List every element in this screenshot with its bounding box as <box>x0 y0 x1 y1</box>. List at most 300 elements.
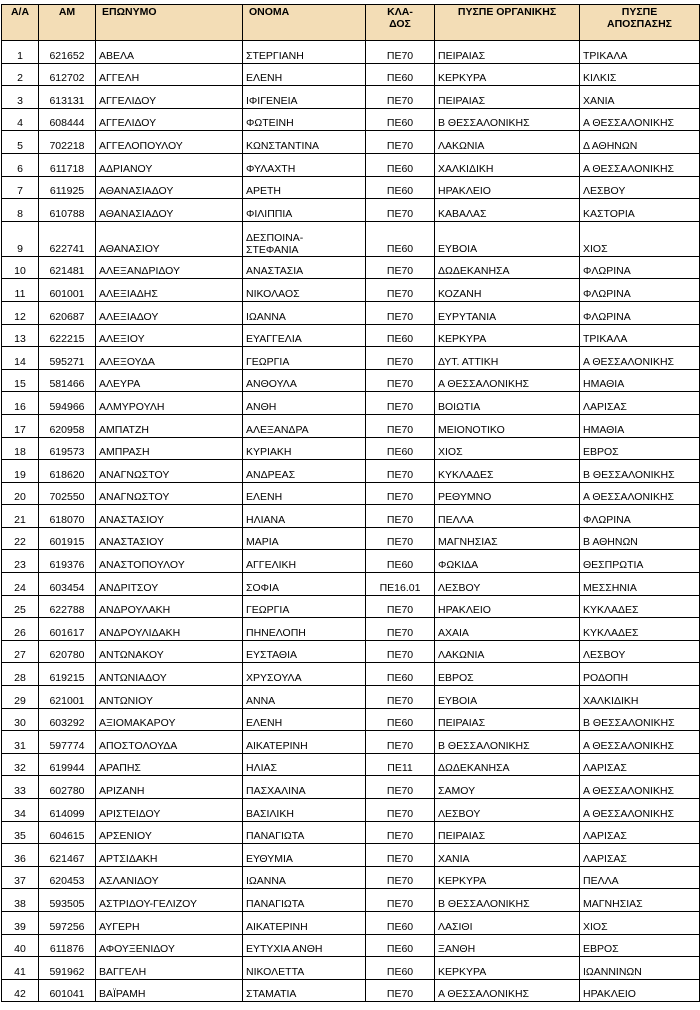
cell-klados: ΠΕ70 <box>366 527 435 550</box>
cell-aa: 42 <box>2 979 39 1002</box>
cell-pyspe-apo: Α ΘΕΣΣΑΛΟΝΙΚΗΣ <box>580 153 700 176</box>
cell-pyspe-org: ΠΕΙΡΑΙΑΣ <box>435 41 580 64</box>
cell-pyspe-org: ΚΟΖΑΝΗ <box>435 279 580 302</box>
cell-surname: ΑΛΜΥΡΟΥΛΗ <box>96 392 243 415</box>
cell-aa: 3 <box>2 86 39 109</box>
table-row <box>2 844 700 867</box>
cell-name: ΠΑΝΑΓΙΩΤΑ <box>243 889 366 912</box>
cell-name: ΑΝΑΣΤΑΣΙΑ <box>243 256 366 279</box>
cell-pyspe-apo: Α ΘΕΣΣΑΛΟΝΙΚΗΣ <box>580 731 700 754</box>
cell-pyspe-org: ΠΕΛΛΑ <box>435 505 580 528</box>
cell-pyspe-apo: Δ ΑΘΗΝΩΝ <box>580 131 700 154</box>
table-row <box>2 618 700 641</box>
cell-surname: ΑΒΕΛΑ <box>96 41 243 64</box>
cell-klados: ΠΕ70 <box>366 731 435 754</box>
cell-pyspe-apo: ΤΡΙΚΑΛΑ <box>580 41 700 64</box>
header-name: ΟΝΟΜΑ <box>243 5 366 41</box>
cell-am: 619376 <box>39 550 96 573</box>
table-row <box>2 221 700 256</box>
cell-name: ΑΓΓΕΛΙΚΗ <box>243 550 366 573</box>
cell-surname: ΑΘΑΝΑΣΙΑΔΟΥ <box>96 199 243 222</box>
cell-pyspe-apo: ΛΕΣΒΟΥ <box>580 176 700 199</box>
cell-pyspe-apo: Α ΘΕΣΣΑΛΟΝΙΚΗΣ <box>580 482 700 505</box>
cell-name: ΣΤΑΜΑΤΙΑ <box>243 979 366 1002</box>
cell-klados: ΠΕ11 <box>366 753 435 776</box>
cell-klados: ΠΕ70 <box>366 347 435 370</box>
cell-am: 622215 <box>39 324 96 347</box>
cell-aa: 21 <box>2 505 39 528</box>
header-surname: ΕΠΩΝΥΜΟ <box>96 5 243 41</box>
cell-pyspe-org: ΣΑΜΟΥ <box>435 776 580 799</box>
table-row <box>2 776 700 799</box>
cell-aa: 12 <box>2 301 39 324</box>
cell-name: ΚΩΝΣΤΑΝΤΙΝΑ <box>243 131 366 154</box>
cell-am: 608444 <box>39 108 96 131</box>
cell-klados: ΠΕ70 <box>366 279 435 302</box>
cell-pyspe-apo: Α ΘΕΣΣΑΛΟΝΙΚΗΣ <box>580 799 700 822</box>
table-row <box>2 821 700 844</box>
cell-pyspe-org: ΠΕΙΡΑΙΑΣ <box>435 821 580 844</box>
cell-pyspe-apo: Β ΘΕΣΣΑΛΟΝΙΚΗΣ <box>580 460 700 483</box>
cell-surname: ΒΑΓΓΕΛΗ <box>96 957 243 980</box>
cell-surname: ΑΛΕΞΙΑΔΗΣ <box>96 279 243 302</box>
cell-name: ΣΟΦΙΑ <box>243 573 366 596</box>
cell-pyspe-org: ΛΑΚΩΝΙΑ <box>435 131 580 154</box>
cell-pyspe-apo: ΗΜΑΘΙΑ <box>580 414 700 437</box>
cell-name: ΓΕΩΡΓΙΑ <box>243 347 366 370</box>
cell-aa: 5 <box>2 131 39 154</box>
cell-am: 593505 <box>39 889 96 912</box>
cell-surname: ΑΛΕΞΟΥΔΑ <box>96 347 243 370</box>
table-row <box>2 153 700 176</box>
cell-pyspe-apo: ΕΒΡΟΣ <box>580 934 700 957</box>
cell-am: 621481 <box>39 256 96 279</box>
table-row <box>2 573 700 596</box>
table-row <box>2 663 700 686</box>
cell-surname: ΑΥΓΕΡΗ <box>96 911 243 934</box>
cell-pyspe-org: ΜΑΓΝΗΣΙΑΣ <box>435 527 580 550</box>
cell-klados: ΠΕ70 <box>366 686 435 709</box>
cell-surname: ΑΔΡΙΑΝΟΥ <box>96 153 243 176</box>
cell-aa: 17 <box>2 414 39 437</box>
cell-name: ΑΛΕΞΑΝΔΡΑ <box>243 414 366 437</box>
cell-pyspe-org: ΕΥΒΟΙΑ <box>435 221 580 256</box>
cell-am: 611925 <box>39 176 96 199</box>
cell-name: ΒΑΣΙΛΙΚΗ <box>243 799 366 822</box>
cell-aa: 32 <box>2 753 39 776</box>
table-row <box>2 460 700 483</box>
cell-klados: ΠΕ70 <box>366 595 435 618</box>
cell-name: ΙΦΙΓΕΝΕΙΑ <box>243 86 366 109</box>
cell-aa: 16 <box>2 392 39 415</box>
cell-surname: ΑΝΑΣΤΑΣΙΟΥ <box>96 505 243 528</box>
cell-klados: ΠΕ70 <box>366 640 435 663</box>
cell-aa: 6 <box>2 153 39 176</box>
cell-aa: 19 <box>2 460 39 483</box>
cell-name: ΣΤΕΡΓΙΑΝΗ <box>243 41 366 64</box>
cell-pyspe-apo: ΚΑΣΤΟΡΙΑ <box>580 199 700 222</box>
cell-am: 614099 <box>39 799 96 822</box>
cell-surname: ΑΡΣΕΝΙΟΥ <box>96 821 243 844</box>
cell-pyspe-org: ΕΒΡΟΣ <box>435 663 580 686</box>
table-row <box>2 686 700 709</box>
cell-klados: ΠΕ60 <box>366 324 435 347</box>
cell-klados: ΠΕ70 <box>366 482 435 505</box>
cell-aa: 35 <box>2 821 39 844</box>
cell-pyspe-apo: ΗΡΑΚΛΕΙΟ <box>580 979 700 1002</box>
header-pyspe-apo-line1: ΠΥΣΠΕ <box>621 6 658 18</box>
cell-am: 604615 <box>39 821 96 844</box>
cell-klados: ΠΕ70 <box>366 301 435 324</box>
cell-pyspe-apo: ΦΛΩΡΙΝΑ <box>580 505 700 528</box>
cell-pyspe-org: ΚΑΒΑΛΑΣ <box>435 199 580 222</box>
cell-name: ΕΥΑΓΓΕΛΙΑ <box>243 324 366 347</box>
table-row <box>2 176 700 199</box>
cell-surname: ΑΛΕΞΑΝΔΡΙΔΟΥ <box>96 256 243 279</box>
cell-pyspe-org: ΡΕΘΥΜΝΟ <box>435 482 580 505</box>
header-klados <box>366 5 435 41</box>
cell-am: 602780 <box>39 776 96 799</box>
cell-surname: ΑΝΔΡΙΤΣΟΥ <box>96 573 243 596</box>
table-row <box>2 957 700 980</box>
cell-aa: 28 <box>2 663 39 686</box>
cell-klados: ΠΕ60 <box>366 221 435 256</box>
table-row <box>2 934 700 957</box>
table-row <box>2 369 700 392</box>
cell-name: ΠΑΝΑΓΙΩΤΑ <box>243 821 366 844</box>
cell-am: 620780 <box>39 640 96 663</box>
cell-klados: ΠΕ60 <box>366 708 435 731</box>
cell-pyspe-org: ΗΡΑΚΛΕΙΟ <box>435 595 580 618</box>
cell-surname: ΑΘΑΝΑΣΙΑΔΟΥ <box>96 176 243 199</box>
cell-pyspe-apo: Β ΑΘΗΝΩΝ <box>580 527 700 550</box>
cell-name: ΕΛΕΝΗ <box>243 482 366 505</box>
cell-am: 597256 <box>39 911 96 934</box>
table-row <box>2 505 700 528</box>
cell-am: 619573 <box>39 437 96 460</box>
table-row <box>2 414 700 437</box>
cell-pyspe-org: ΦΩΚΙΔΑ <box>435 550 580 573</box>
cell-am: 610788 <box>39 199 96 222</box>
cell-klados: ΠΕ70 <box>366 618 435 641</box>
cell-name: ΑΙΚΑΤΕΡΙΝΗ <box>243 731 366 754</box>
table-row <box>2 550 700 573</box>
cell-am: 611718 <box>39 153 96 176</box>
cell-pyspe-apo: Α ΘΕΣΣΑΛΟΝΙΚΗΣ <box>580 108 700 131</box>
table-body <box>2 41 700 1002</box>
cell-surname: ΑΝΔΡΟΥΛΙΔΑΚΗ <box>96 618 243 641</box>
header-klados-line2: ΔΟΣ <box>389 18 411 30</box>
cell-am: 603292 <box>39 708 96 731</box>
table-row <box>2 347 700 370</box>
cell-klados: ΠΕ60 <box>366 63 435 86</box>
cell-am: 618070 <box>39 505 96 528</box>
cell-pyspe-apo: ΕΒΡΟΣ <box>580 437 700 460</box>
cell-am: 702218 <box>39 131 96 154</box>
cell-pyspe-org: Β ΘΕΣΣΑΛΟΝΙΚΗΣ <box>435 889 580 912</box>
cell-name: ΗΛΙΑΣ <box>243 753 366 776</box>
cell-pyspe-org: ΜΕΙΟΝΟΤΙΚΟ <box>435 414 580 437</box>
cell-am: 621001 <box>39 686 96 709</box>
cell-klados: ΠΕ70 <box>366 776 435 799</box>
cell-aa: 14 <box>2 347 39 370</box>
cell-aa: 24 <box>2 573 39 596</box>
table-row <box>2 979 700 1002</box>
cell-name: ΑΝΘΗ <box>243 392 366 415</box>
cell-pyspe-org: ΔΩΔΕΚΑΝΗΣΑ <box>435 753 580 776</box>
cell-am: 581466 <box>39 369 96 392</box>
cell-surname: ΑΓΓΕΛΟΠΟΥΛΟΥ <box>96 131 243 154</box>
cell-pyspe-apo: ΦΛΩΡΙΝΑ <box>580 301 700 324</box>
cell-klados: ΠΕ60 <box>366 153 435 176</box>
cell-name: ΜΑΡΙΑ <box>243 527 366 550</box>
cell-surname: ΑΝΑΓΝΩΣΤΟΥ <box>96 460 243 483</box>
table-row <box>2 324 700 347</box>
cell-name: ΑΝΔΡΕΑΣ <box>243 460 366 483</box>
cell-am: 619944 <box>39 753 96 776</box>
header-am: ΑΜ <box>39 5 96 41</box>
table-row <box>2 911 700 934</box>
table-row <box>2 279 700 302</box>
cell-klados: ΠΕ70 <box>366 889 435 912</box>
cell-surname: ΑΝΤΩΝΙΑΔΟΥ <box>96 663 243 686</box>
table-row <box>2 63 700 86</box>
cell-pyspe-org: ΒΟΙΩΤΙΑ <box>435 392 580 415</box>
cell-name: ΦΥΛΑΧΤΗ <box>243 153 366 176</box>
cell-aa: 30 <box>2 708 39 731</box>
cell-pyspe-apo: ΧΑΛΚΙΔΙΚΗ <box>580 686 700 709</box>
cell-pyspe-apo: ΡΟΔΟΠΗ <box>580 663 700 686</box>
cell-pyspe-apo: ΜΕΣΣΗΝΙΑ <box>580 573 700 596</box>
cell-aa: 2 <box>2 63 39 86</box>
cell-klados: ΠΕ60 <box>366 934 435 957</box>
table-row <box>2 199 700 222</box>
cell-aa: 27 <box>2 640 39 663</box>
cell-surname: ΑΜΠΡΑΣΗ <box>96 437 243 460</box>
cell-pyspe-apo: ΤΡΙΚΑΛΑ <box>580 324 700 347</box>
cell-surname: ΑΝΑΣΤΟΠΟΥΛΟΥ <box>96 550 243 573</box>
cell-surname: ΑΜΠΑΤΖΗ <box>96 414 243 437</box>
cell-am: 591962 <box>39 957 96 980</box>
cell-am: 611876 <box>39 934 96 957</box>
cell-surname: ΑΛΕΞΙΟΥ <box>96 324 243 347</box>
cell-surname: ΑΡΤΣΙΔΑΚΗ <box>96 844 243 867</box>
cell-am: 613131 <box>39 86 96 109</box>
cell-surname: ΑΝΤΩΝΑΚΟΥ <box>96 640 243 663</box>
cell-name: ΝΙΚΟΛΕΤΤΑ <box>243 957 366 980</box>
header-row <box>2 5 700 41</box>
cell-aa: 18 <box>2 437 39 460</box>
cell-pyspe-org: ΚΕΡΚΥΡΑ <box>435 63 580 86</box>
table-row <box>2 301 700 324</box>
cell-pyspe-apo: Α ΘΕΣΣΑΛΟΝΙΚΗΣ <box>580 347 700 370</box>
cell-surname: ΑΣΛΑΝΙΔΟΥ <box>96 866 243 889</box>
table-row <box>2 108 700 131</box>
cell-pyspe-org: ΧΙΟΣ <box>435 437 580 460</box>
cell-aa: 29 <box>2 686 39 709</box>
cell-klados: ΠΕ60 <box>366 176 435 199</box>
cell-name: ΕΛΕΝΗ <box>243 63 366 86</box>
cell-surname: ΑΘΑΝΑΣΙΟΥ <box>96 221 243 256</box>
cell-name-text: ΔΕΣΠΟΙΝΑ- ΣΤΕΦΑΝΙΑ <box>246 231 304 256</box>
cell-am: 618620 <box>39 460 96 483</box>
cell-pyspe-apo: ΚΥΚΛΑΔΕΣ <box>580 618 700 641</box>
table-row <box>2 595 700 618</box>
cell-pyspe-apo: ΦΛΩΡΙΝΑ <box>580 279 700 302</box>
cell-aa: 10 <box>2 256 39 279</box>
cell-surname: ΑΓΓΕΛΙΔΟΥ <box>96 108 243 131</box>
cell-am: 621467 <box>39 844 96 867</box>
cell-name: ΕΛΕΝΗ <box>243 708 366 731</box>
cell-aa: 4 <box>2 108 39 131</box>
cell-name: ΝΙΚΟΛΑΟΣ <box>243 279 366 302</box>
cell-klados: ΠΕ60 <box>366 957 435 980</box>
cell-klados: ΠΕ70 <box>366 369 435 392</box>
cell-pyspe-org: ΔΩΔΕΚΑΝΗΣΑ <box>435 256 580 279</box>
cell-surname: ΑΡΑΠΗΣ <box>96 753 243 776</box>
cell-surname: ΑΝΑΓΝΩΣΤΟΥ <box>96 482 243 505</box>
cell-aa: 31 <box>2 731 39 754</box>
cell-klados: ΠΕ60 <box>366 663 435 686</box>
cell-klados: ΠΕ16.01 <box>366 573 435 596</box>
cell-pyspe-org: ΕΥΒΟΙΑ <box>435 686 580 709</box>
cell-surname: ΑΓΓΕΛΙΔΟΥ <box>96 86 243 109</box>
cell-name: ΠΑΣΧΑΛΙΝΑ <box>243 776 366 799</box>
cell-klados: ΠΕ70 <box>366 844 435 867</box>
cell-klados: ΠΕ70 <box>366 86 435 109</box>
table-row <box>2 392 700 415</box>
table-row <box>2 640 700 663</box>
cell-surname: ΑΝΑΣΤΑΣΙΟΥ <box>96 527 243 550</box>
cell-am: 595271 <box>39 347 96 370</box>
cell-aa: 11 <box>2 279 39 302</box>
cell-pyspe-org: ΛΑΣΙΘΙ <box>435 911 580 934</box>
cell-pyspe-apo: Α ΘΕΣΣΑΛΟΝΙΚΗΣ <box>580 776 700 799</box>
table-row <box>2 41 700 64</box>
cell-pyspe-org: ΚΥΚΛΑΔΕΣ <box>435 460 580 483</box>
header-pyspe-org: ΠΥΣΠΕ ΟΡΓΑΝΙΚΗΣ <box>435 5 580 41</box>
cell-name: ΦΩΤΕΙΝΗ <box>243 108 366 131</box>
cell-surname: ΑΡΙΣΤΕΙΔΟΥ <box>96 799 243 822</box>
cell-surname: ΑΦΟΥΞΕΝΙΔΟΥ <box>96 934 243 957</box>
cell-am: 601041 <box>39 979 96 1002</box>
cell-pyspe-org: ΔΥΤ. ΑΤΤΙΚΗ <box>435 347 580 370</box>
cell-surname: ΑΣΤΡΙΔΟΥ-ΓΕΛΙΖΟΥ <box>96 889 243 912</box>
cell-pyspe-apo: ΠΕΛΛΑ <box>580 866 700 889</box>
cell-name <box>243 221 366 256</box>
cell-am: 597774 <box>39 731 96 754</box>
cell-aa: 41 <box>2 957 39 980</box>
cell-pyspe-apo: ΧΑΝΙΑ <box>580 86 700 109</box>
cell-surname: ΑΛΕΞΙΑΔΟΥ <box>96 301 243 324</box>
cell-aa: 38 <box>2 889 39 912</box>
cell-am: 601915 <box>39 527 96 550</box>
cell-pyspe-org: Β ΘΕΣΣΑΛΟΝΙΚΗΣ <box>435 731 580 754</box>
cell-klados: ΠΕ70 <box>366 799 435 822</box>
cell-aa: 9 <box>2 221 39 256</box>
cell-aa: 13 <box>2 324 39 347</box>
cell-aa: 36 <box>2 844 39 867</box>
cell-am: 620958 <box>39 414 96 437</box>
cell-name: ΕΥΤΥΧΙΑ ΑΝΘΗ <box>243 934 366 957</box>
cell-pyspe-org: ΑΧΑΙΑ <box>435 618 580 641</box>
cell-am: 621652 <box>39 41 96 64</box>
cell-pyspe-org: ΧΑΛΚΙΔΙΚΗ <box>435 153 580 176</box>
cell-pyspe-org: ΚΕΡΚΥΡΑ <box>435 866 580 889</box>
cell-aa: 26 <box>2 618 39 641</box>
cell-am: 612702 <box>39 63 96 86</box>
cell-pyspe-apo: ΧΙΟΣ <box>580 911 700 934</box>
cell-pyspe-apo: ΜΑΓΝΗΣΙΑΣ <box>580 889 700 912</box>
table-row <box>2 731 700 754</box>
cell-name: ΑΝΘΟΥΛΑ <box>243 369 366 392</box>
table-row <box>2 889 700 912</box>
cell-pyspe-apo: ΘΕΣΠΡΩΤΙΑ <box>580 550 700 573</box>
cell-pyspe-apo: ΙΩΑΝΝΙΝΩΝ <box>580 957 700 980</box>
cell-klados: ΠΕ70 <box>366 460 435 483</box>
cell-aa: 23 <box>2 550 39 573</box>
cell-name: ΗΛΙΑΝΑ <box>243 505 366 528</box>
header-pyspe-apo-line2: ΑΠΟΣΠΑΣΗΣ <box>607 18 672 30</box>
cell-surname: ΒΑΪΡΑΜΗ <box>96 979 243 1002</box>
cell-klados: ΠΕ60 <box>366 911 435 934</box>
cell-pyspe-org: ΠΕΙΡΑΙΑΣ <box>435 708 580 731</box>
cell-pyspe-apo: Β ΘΕΣΣΑΛΟΝΙΚΗΣ <box>580 708 700 731</box>
cell-am: 601617 <box>39 618 96 641</box>
cell-pyspe-org: ΚΕΡΚΥΡΑ <box>435 957 580 980</box>
cell-am: 594966 <box>39 392 96 415</box>
cell-pyspe-apo: ΛΑΡΙΣΑΣ <box>580 392 700 415</box>
cell-name: ΑΡΕΤΗ <box>243 176 366 199</box>
cell-name: ΙΩΑΝΝΑ <box>243 866 366 889</box>
cell-pyspe-apo: ΗΜΑΘΙΑ <box>580 369 700 392</box>
cell-pyspe-apo: ΚΙΛΚΙΣ <box>580 63 700 86</box>
header-klados-line1: ΚΛΑ- <box>387 6 413 18</box>
table-row <box>2 708 700 731</box>
table-row <box>2 866 700 889</box>
cell-klados: ΠΕ70 <box>366 866 435 889</box>
cell-aa: 20 <box>2 482 39 505</box>
table-row <box>2 256 700 279</box>
cell-klados: ΠΕ70 <box>366 505 435 528</box>
cell-klados: ΠΕ70 <box>366 414 435 437</box>
cell-name: ΦΙΛΙΠΠΙΑ <box>243 199 366 222</box>
cell-klados: ΠΕ70 <box>366 256 435 279</box>
header-aa: Α/Α <box>2 5 39 41</box>
cell-surname: ΑΝΔΡΟΥΛΑΚΗ <box>96 595 243 618</box>
cell-pyspe-apo: ΧΙΟΣ <box>580 221 700 256</box>
cell-name: ΧΡΥΣΟΥΛΑ <box>243 663 366 686</box>
cell-aa: 7 <box>2 176 39 199</box>
cell-pyspe-org: ΗΡΑΚΛΕΙΟ <box>435 176 580 199</box>
cell-aa: 1 <box>2 41 39 64</box>
cell-am: 620687 <box>39 301 96 324</box>
cell-pyspe-org: ΛΕΣΒΟΥ <box>435 799 580 822</box>
cell-am: 603454 <box>39 573 96 596</box>
cell-klados: ΠΕ70 <box>366 821 435 844</box>
cell-pyspe-org: ΛΕΣΒΟΥ <box>435 573 580 596</box>
cell-am: 622788 <box>39 595 96 618</box>
cell-pyspe-org: ΞΑΝΘΗ <box>435 934 580 957</box>
cell-aa: 33 <box>2 776 39 799</box>
cell-klados: ΠΕ70 <box>366 979 435 1002</box>
cell-surname: ΑΡΙΖΑΝΗ <box>96 776 243 799</box>
cell-klados: ΠΕ70 <box>366 199 435 222</box>
cell-klados: ΠΕ60 <box>366 550 435 573</box>
cell-pyspe-org: Β ΘΕΣΣΑΛΟΝΙΚΗΣ <box>435 108 580 131</box>
cell-aa: 37 <box>2 866 39 889</box>
cell-pyspe-org: Α ΘΕΣΣΑΛΟΝΙΚΗΣ <box>435 979 580 1002</box>
